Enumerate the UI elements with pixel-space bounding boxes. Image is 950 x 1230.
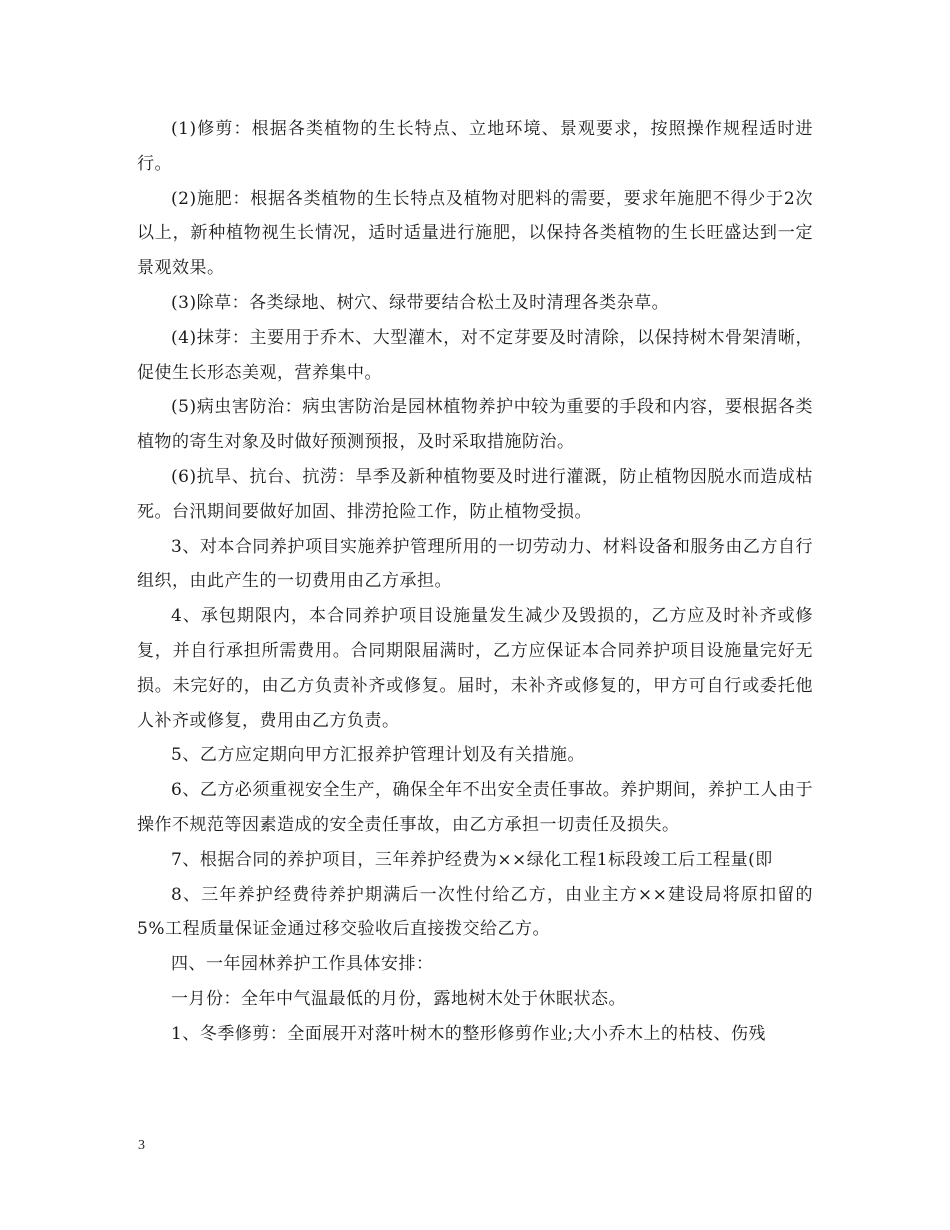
paragraph-winter-pruning: 1、冬季修剪：全面展开对落叶树木的整形修剪作业;大小乔木上的枯枝、伤残 xyxy=(171,1023,767,1044)
paragraph-clause-6: 6、乙方必须重视安全生产，确保全年不出安全责任事故。养护期间，养护工人由于操作不规范等因素造成的安全责任事故，由乙方承担一切责任及损失。 xyxy=(137,780,813,835)
paragraph-clause-8: 8、三年养护经费待养护期满后一次性付给乙方，由业主方××建设局将原扣留的5%工程质量保证金通过移交验收后直接拨交给乙方。 xyxy=(137,884,813,940)
paragraph-pest-control: (5)病虫害防治：病虫害防治是园林植物养护中较为重要的手段和内容，要根据各类植物的寄生对象及时做好预测预报，及时采取措施防治。 xyxy=(137,397,813,453)
paragraph-clause-7: 7、根据合同的养护项目，三年养护经费为××绿化工程1标段竣工后工程量(即 xyxy=(171,849,773,870)
paragraph-drought-typhoon-flood: (6)抗旱、抗台、抗涝：旱季及新种植物要及时进行灌溉，防止植物因脱水而造成枯死。台汛期间要做好加固、排涝抢险工作，防止植物受损。 xyxy=(137,466,813,522)
section-heading-annual-schedule: 四、一年园林养护工作具体安排： xyxy=(171,954,434,975)
paragraph-clause-4: 4、承包期限内，本合同养护项目设施量发生减少及毁损的，乙方应及时补齐或修复，并自行承担所需费用。合同期限届满时，乙方应保证本合同养护项目设施量完好无损。未完好的，由乙方负责补齐或修复。届时，未补齐或修复的，甲方可自行或委托他人补齐或修复，费用由乙方负责。 xyxy=(137,606,813,731)
paragraph-fertilizing: (2)施肥：根据各类植物的生长特点及植物对肥料的需要，要求年施肥不得少于2次以上，新种植物视生长情况，适时适量进行施肥，以保持各类植物的生长旺盛达到一定景观效果。 xyxy=(137,188,813,279)
paragraph-clause-5: 5、乙方应定期向甲方汇报养护管理计划及有关措施。 xyxy=(171,745,585,766)
document-body xyxy=(137,112,813,1052)
paragraph-bud-removal: (4)抹芽：主要用于乔木、大型灌木，对不定芽要及时清除，以保持树木骨架清晰，促使生长形态美观，营养集中。 xyxy=(137,327,813,383)
paragraph-weeding: (3)除草：各类绿地、树穴、绿带要结合松土及时清理各类杂草。 xyxy=(171,292,670,313)
paragraph-clause-3: 3、对本合同养护项目实施养护管理所用的一切劳动力、材料设备和服务由乙方自行组织，由此产生的一切费用由乙方承担。 xyxy=(137,536,813,592)
paragraph-pruning: (1)修剪：根据各类植物的生长特点、立地环境、景观要求，按照操作规程适时进行。 xyxy=(137,119,813,174)
page-number: 3 xyxy=(138,1138,145,1153)
paragraph-january: 一月份：全年中气温最低的月份，露地树木处于休眠状态。 xyxy=(171,988,626,1009)
